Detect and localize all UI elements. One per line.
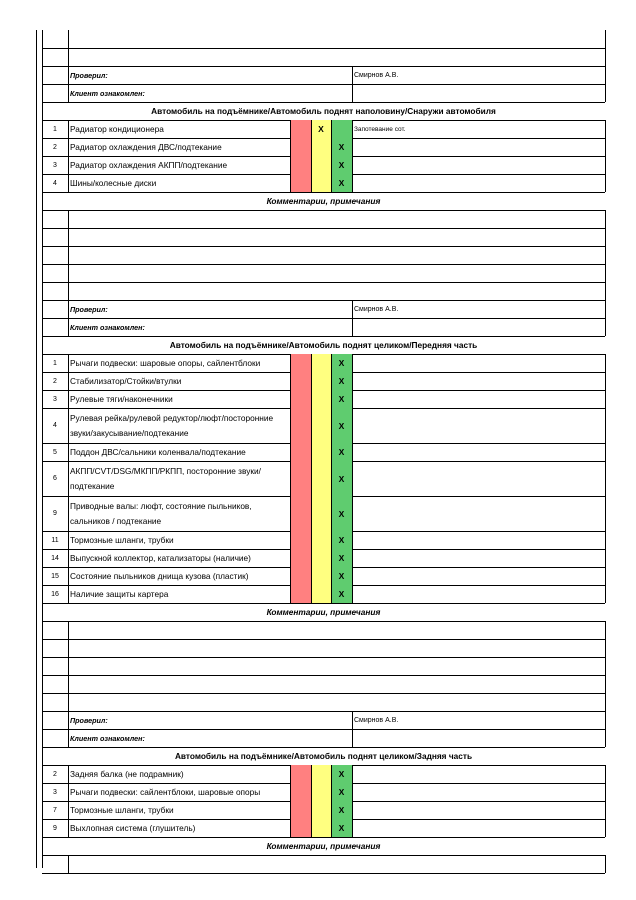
status-red-cell — [290, 531, 311, 549]
item-name: Радиатор охлаждения АКПП/подтекание — [70, 160, 228, 170]
row-divider — [42, 282, 605, 283]
column-divider — [352, 585, 353, 603]
item-name: Стабилизатор/Стойки/втулки — [70, 376, 182, 386]
status-yellow-cell — [311, 138, 331, 156]
item-number: 6 — [53, 475, 57, 482]
row-divider — [42, 639, 605, 640]
column-divider — [605, 282, 606, 300]
item-note — [352, 156, 605, 174]
status-mark: X — [338, 394, 345, 404]
column-divider — [331, 819, 332, 837]
status-yellow-cell — [311, 372, 331, 390]
column-divider — [605, 783, 606, 801]
column-divider — [68, 693, 69, 711]
status-yellow-cell — [311, 783, 331, 801]
status-yellow-cell — [311, 408, 331, 443]
item-note — [352, 174, 605, 192]
status-yellow-cell — [311, 765, 331, 783]
comments-heading: Комментарии, примечания — [266, 841, 381, 851]
item-number: 9 — [53, 510, 57, 517]
status-yellow-cell — [311, 549, 331, 567]
status-red-cell — [290, 801, 311, 819]
item-number: 9 — [53, 824, 57, 832]
status-mark: X — [338, 420, 345, 431]
column-divider — [290, 585, 291, 603]
column-divider — [68, 282, 69, 300]
status-red-cell — [290, 390, 311, 408]
row-divider — [42, 48, 605, 49]
comments-heading: Комментарии, примечания — [266, 607, 381, 617]
column-divider — [352, 819, 353, 837]
column-divider — [605, 801, 606, 819]
column-divider — [352, 496, 353, 531]
item-number: 4 — [53, 422, 57, 429]
column-divider — [68, 30, 69, 66]
column-divider — [331, 801, 332, 819]
status-mark: X — [338, 571, 345, 581]
column-divider — [68, 354, 69, 372]
item-name: Рулевые тяги/наконечники — [70, 394, 173, 404]
column-divider — [290, 801, 291, 819]
status-mark: X — [338, 589, 345, 599]
checked-by-label: Проверил: — [70, 304, 108, 314]
column-divider — [68, 621, 69, 639]
column-divider — [68, 549, 69, 567]
status-mark: X — [338, 376, 345, 386]
status-red-cell — [290, 443, 311, 461]
item-number: 16 — [51, 590, 59, 598]
column-divider — [311, 783, 312, 801]
item-name: Рычаги подвески: шаровые опоры, сайлентблоки — [70, 358, 261, 368]
column-divider — [605, 210, 606, 228]
client-acknowledged-label: Клиент ознакомлен: — [70, 733, 145, 743]
item-note — [352, 443, 605, 461]
column-divider — [605, 443, 606, 461]
item-name: Рычаги подвески: сайлентблоки, шаровые опоры — [70, 787, 261, 797]
column-divider — [68, 496, 69, 531]
item-note — [352, 461, 605, 496]
status-mark: X — [338, 535, 345, 545]
column-divider — [352, 531, 353, 549]
status-mark: X — [338, 805, 345, 815]
column-divider — [311, 496, 312, 531]
column-divider — [68, 138, 69, 156]
status-red-cell — [290, 120, 311, 138]
column-divider — [605, 585, 606, 603]
status-yellow-cell — [311, 354, 331, 372]
column-divider — [68, 210, 69, 228]
column-divider — [311, 408, 312, 443]
item-name: Радиатор охлаждения ДВС/подтекание — [70, 142, 222, 152]
column-divider — [311, 801, 312, 819]
status-mark: X — [338, 160, 345, 170]
column-divider — [68, 657, 69, 675]
column-divider — [311, 372, 312, 390]
column-divider — [605, 372, 606, 390]
column-divider — [290, 372, 291, 390]
status-mark: X — [338, 769, 345, 779]
column-divider — [352, 408, 353, 443]
section-title: Автомобиль на подъёмнике/Автомобиль поднят целиком/Задняя часть — [174, 751, 473, 761]
column-divider — [331, 443, 332, 461]
column-divider — [68, 639, 69, 657]
column-divider — [68, 585, 69, 603]
item-number: 11 — [51, 536, 59, 544]
status-yellow-cell — [311, 156, 331, 174]
column-divider — [331, 531, 332, 549]
column-divider — [605, 66, 606, 102]
column-divider — [605, 246, 606, 264]
comments-heading: Комментарии, примечания — [266, 196, 381, 206]
item-note — [352, 801, 605, 819]
column-divider — [68, 801, 69, 819]
status-red-cell — [290, 354, 311, 372]
item-name: Шины/колесные диски — [70, 178, 157, 188]
checked-by-label: Проверил: — [70, 70, 108, 80]
column-divider — [605, 30, 606, 66]
column-divider — [68, 461, 69, 496]
row-divider — [42, 210, 605, 211]
column-divider — [352, 801, 353, 819]
column-divider — [311, 531, 312, 549]
row-divider — [42, 657, 605, 658]
status-yellow-cell — [311, 819, 331, 837]
column-divider — [352, 783, 353, 801]
column-divider — [68, 372, 69, 390]
item-name: АКПП/CVT/DSG/МКПП/РКПП, посторонние звуки/ подтекание — [70, 465, 261, 491]
column-divider — [68, 228, 69, 246]
item-note — [352, 138, 605, 156]
status-yellow-cell — [311, 567, 331, 585]
item-number: 2 — [53, 377, 57, 385]
item-note — [352, 765, 605, 783]
column-divider — [290, 783, 291, 801]
column-divider — [605, 639, 606, 657]
column-divider — [290, 354, 291, 372]
column-divider — [68, 567, 69, 585]
column-divider — [68, 390, 69, 408]
column-divider — [605, 765, 606, 783]
column-divider — [605, 138, 606, 156]
status-mark: X — [338, 787, 345, 797]
column-divider — [68, 855, 69, 873]
column-divider — [68, 120, 69, 138]
column-divider — [331, 461, 332, 496]
column-divider — [352, 174, 353, 192]
item-note — [352, 819, 605, 837]
status-mark: X — [338, 178, 345, 188]
item-name: Состояние пыльников днища кузова (пластик) — [70, 571, 249, 581]
column-divider — [68, 675, 69, 693]
status-mark: X — [338, 473, 345, 484]
column-divider — [68, 156, 69, 174]
column-divider — [605, 549, 606, 567]
status-red-cell — [290, 138, 311, 156]
column-divider — [290, 531, 291, 549]
status-yellow-cell — [311, 531, 331, 549]
status-yellow-cell — [311, 801, 331, 819]
status-red-cell — [290, 496, 311, 531]
column-divider — [311, 390, 312, 408]
column-divider — [605, 567, 606, 585]
column-divider — [331, 408, 332, 443]
status-red-cell — [290, 549, 311, 567]
column-divider — [68, 408, 69, 443]
column-divider — [605, 657, 606, 675]
item-note — [352, 372, 605, 390]
item-number: 3 — [53, 161, 57, 169]
item-number: 2 — [53, 770, 57, 778]
column-divider — [68, 765, 69, 783]
column-divider — [331, 585, 332, 603]
item-note — [352, 390, 605, 408]
item-name: Тормозные шланги, трубки — [70, 805, 174, 815]
column-divider — [605, 156, 606, 174]
column-divider — [68, 174, 69, 192]
column-divider — [290, 567, 291, 585]
column-divider — [68, 783, 69, 801]
status-yellow-cell — [311, 443, 331, 461]
status-yellow-cell — [311, 390, 331, 408]
item-name: Приводные валы: люфт, состояние пыльников, сальников / подтекание — [70, 500, 252, 526]
column-divider — [290, 443, 291, 461]
item-number: 14 — [51, 554, 59, 562]
column-divider — [605, 675, 606, 693]
status-red-cell — [290, 156, 311, 174]
item-name: Поддон ДВС/сальники коленвала/подтекание — [70, 447, 246, 457]
status-mark: X — [338, 142, 345, 152]
item-number: 5 — [53, 448, 57, 456]
status-mark: X — [318, 124, 324, 134]
column-divider — [352, 138, 353, 156]
status-yellow-cell — [311, 496, 331, 531]
column-divider — [605, 408, 606, 443]
column-divider — [605, 390, 606, 408]
column-divider — [331, 138, 332, 156]
status-red-cell — [290, 819, 311, 837]
column-divider — [290, 819, 291, 837]
column-divider — [290, 408, 291, 443]
item-note — [352, 408, 605, 443]
row-divider — [42, 264, 605, 265]
column-divider — [68, 264, 69, 282]
column-divider — [331, 120, 332, 138]
status-mark: X — [338, 553, 345, 563]
status-red-cell — [290, 461, 311, 496]
status-green-cell — [331, 120, 352, 138]
column-divider — [290, 156, 291, 174]
column-divider — [311, 443, 312, 461]
column-divider — [352, 372, 353, 390]
row-divider — [42, 621, 605, 622]
status-mark: X — [338, 447, 345, 457]
column-divider — [290, 138, 291, 156]
column-divider — [605, 819, 606, 837]
column-divider — [352, 461, 353, 496]
column-divider — [68, 443, 69, 461]
item-number: 3 — [53, 788, 57, 796]
column-divider — [605, 531, 606, 549]
client-acknowledged-label: Клиент ознакомлен: — [70, 322, 145, 332]
item-name: Выхлопная система (глушитель) — [70, 823, 196, 833]
status-red-cell — [290, 585, 311, 603]
column-divider — [352, 765, 353, 783]
item-number: 1 — [53, 125, 57, 133]
column-divider — [605, 461, 606, 496]
client-acknowledged-label: Клиент ознакомлен: — [70, 88, 145, 98]
column-divider — [290, 765, 291, 783]
column-divider — [68, 531, 69, 549]
column-divider — [605, 621, 606, 639]
column-divider — [311, 549, 312, 567]
status-red-cell — [290, 174, 311, 192]
row-divider — [42, 873, 605, 874]
status-mark: X — [338, 358, 345, 368]
item-note — [352, 585, 605, 603]
item-number: 3 — [53, 395, 57, 403]
column-divider — [331, 174, 332, 192]
row-divider — [42, 693, 605, 694]
column-divider — [605, 496, 606, 531]
item-name: Тормозные шланги, трубки — [70, 535, 174, 545]
column-divider — [68, 819, 69, 837]
section-title: Автомобиль на подъёмнике/Автомобиль поднят наполовину/Снаружи автомобиля — [151, 106, 496, 116]
column-divider — [605, 228, 606, 246]
column-divider — [605, 711, 606, 747]
column-divider — [352, 354, 353, 372]
column-divider — [290, 496, 291, 531]
item-note — [352, 567, 605, 585]
column-divider — [311, 354, 312, 372]
item-note: Запотевание сот. — [354, 125, 406, 133]
status-red-cell — [290, 783, 311, 801]
column-divider — [331, 496, 332, 531]
column-divider — [331, 156, 332, 174]
status-red-cell — [290, 408, 311, 443]
checked-by-label: Проверил: — [70, 715, 108, 725]
column-divider — [352, 567, 353, 585]
item-name: Рулевая рейка/рулевой редуктор/люфт/посторонние звуки/закусывание/подтекание — [70, 412, 274, 438]
row-divider — [42, 228, 605, 229]
item-name: Наличие защиты картера — [70, 589, 169, 599]
column-divider — [311, 765, 312, 783]
column-divider — [311, 585, 312, 603]
column-divider — [331, 783, 332, 801]
column-divider — [290, 549, 291, 567]
column-divider — [352, 156, 353, 174]
item-name: Задняя балка (не подрамник) — [70, 769, 184, 779]
column-divider — [605, 354, 606, 372]
column-divider — [311, 174, 312, 192]
column-divider — [331, 354, 332, 372]
status-mark: X — [338, 508, 345, 519]
column-divider — [331, 549, 332, 567]
status-yellow-cell — [311, 585, 331, 603]
item-name: Выпускной коллектор, катализаторы (наличие) — [70, 553, 251, 563]
inspector-name: Смирнов А.В. — [354, 71, 399, 79]
column-divider — [311, 461, 312, 496]
status-yellow-cell — [311, 174, 331, 192]
item-note — [352, 783, 605, 801]
page-border — [36, 30, 37, 868]
item-number: 4 — [53, 179, 57, 187]
column-divider — [605, 120, 606, 138]
column-divider — [331, 765, 332, 783]
column-divider — [605, 300, 606, 336]
item-name: Радиатор кондиционера — [70, 124, 164, 134]
inspector-name: Смирнов А.В. — [354, 716, 399, 724]
status-red-cell — [290, 372, 311, 390]
section-title: Автомобиль на подъёмнике/Автомобиль поднят целиком/Передняя часть — [169, 340, 478, 350]
item-number: 1 — [53, 359, 57, 367]
row-divider — [42, 246, 605, 247]
column-divider — [331, 567, 332, 585]
column-divider — [605, 855, 606, 873]
item-number: 7 — [53, 806, 57, 814]
item-number: 15 — [51, 572, 59, 580]
column-divider — [352, 120, 353, 138]
column-divider — [352, 549, 353, 567]
column-divider — [311, 138, 312, 156]
item-number: 2 — [53, 143, 57, 151]
row-divider — [42, 855, 605, 856]
inspector-name: Смирнов А.В. — [354, 305, 399, 313]
item-note — [352, 531, 605, 549]
status-yellow-cell — [311, 461, 331, 496]
column-divider — [311, 819, 312, 837]
column-divider — [311, 567, 312, 585]
status-red-cell — [290, 765, 311, 783]
column-divider — [331, 372, 332, 390]
column-divider — [290, 120, 291, 138]
status-red-cell — [290, 567, 311, 585]
column-divider — [605, 264, 606, 282]
column-divider — [290, 174, 291, 192]
column-divider — [68, 246, 69, 264]
column-divider — [352, 390, 353, 408]
column-divider — [331, 390, 332, 408]
column-divider — [605, 174, 606, 192]
item-note — [352, 354, 605, 372]
column-divider — [311, 120, 312, 138]
row-divider — [42, 675, 605, 676]
status-mark: X — [338, 823, 345, 833]
column-divider — [311, 156, 312, 174]
item-note — [352, 496, 605, 531]
column-divider — [605, 693, 606, 711]
item-note — [352, 549, 605, 567]
column-divider — [352, 443, 353, 461]
column-divider — [290, 390, 291, 408]
column-divider — [290, 461, 291, 496]
